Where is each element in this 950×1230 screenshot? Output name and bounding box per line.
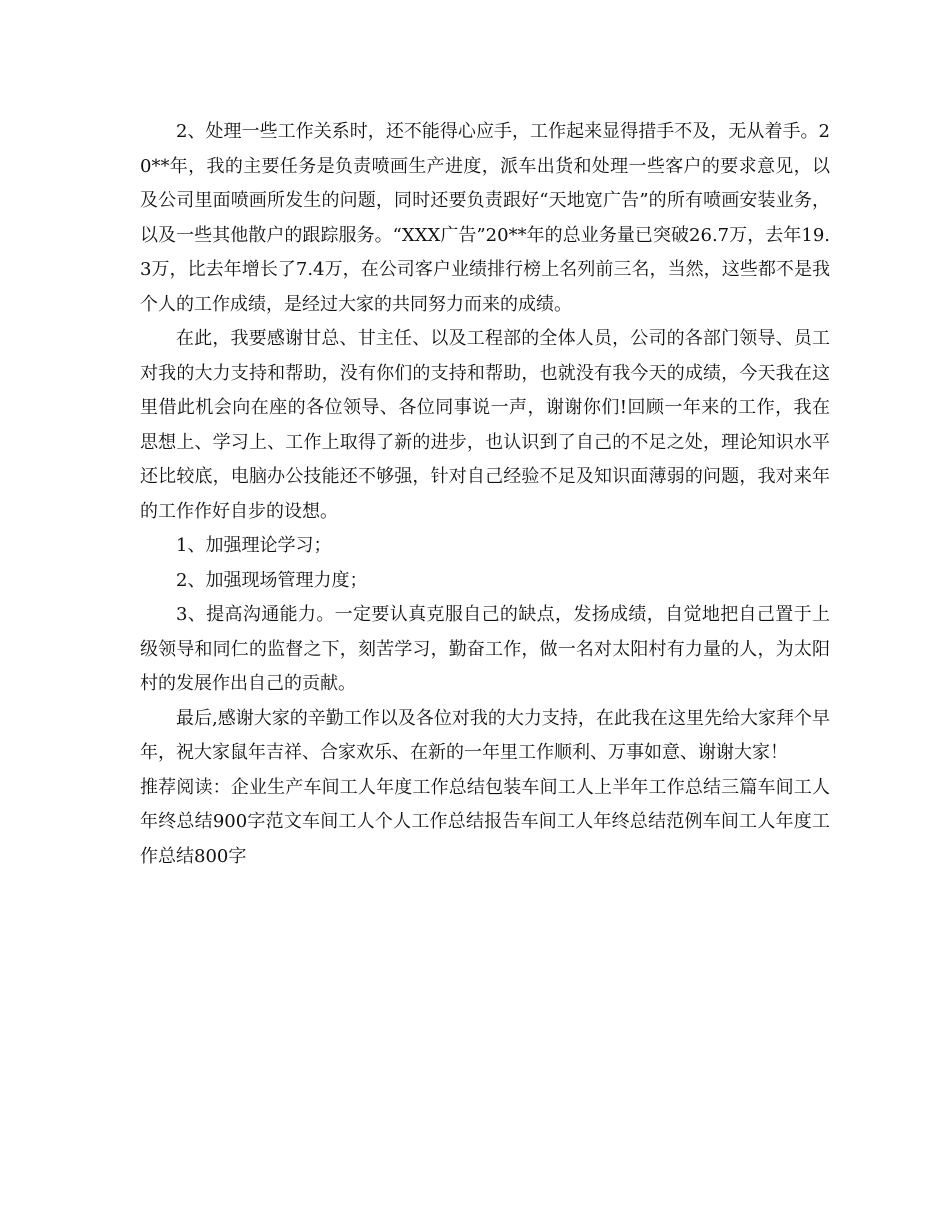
- paragraph-work-relations: 2、处理一些工作关系时，还不能得心应手，工作起来显得措手不及，无从着手。20**年，我的主要任务是负责喷画生产进度，派车出货和处理一些客户的要求意见，以及公司里面喷画所发生的问题，同时还要负责跟好“天地宽广告”的所有喷画安装业务，以及一些其他散户的跟踪服务。“XXX广告”20**年的总业务量已突破26.7万，去年19.3万，比去年增长了7.4万，在公司客户业绩排行榜上名列前三名，当然，这些都不是我个人的工作成绩，是经过大家的共同努力而来的成绩。: [140, 121, 830, 315]
- list-item-communication: 3、提高沟通能力。一定要认真克服自己的缺点，发扬成绩，自觉地把自己置于上级领导和同仁的监督之下，刻苦学习，勤奋工作，做一名对太阳村有力量的人，为太阳村的发展作出自己的贡献。: [140, 604, 830, 694]
- paragraph-closing-greetings: 最后,感谢大家的辛勤工作以及各位对我的大力支持，在此我在这里先给大家拜个早年，祝大家鼠年吉祥、合家欢乐、在新的一年里工作顺利、万事如意、谢谢大家！: [140, 707, 830, 763]
- list-item-theory-study: 1、加强理论学习；: [176, 535, 332, 556]
- recommended-reading: 推荐阅读：企业生产车间工人年度工作总结包装车间工人上半年工作总结三篇车间工人年终总结900字范文车间工人个人工作总结报告车间工人年终总结范例车间工人年度工作总结800字: [140, 776, 830, 867]
- document-body: [140, 115, 830, 874]
- list-item-site-management: 2、加强现场管理力度；: [176, 569, 368, 591]
- paragraph-thanks-review: 在此，我要感谢甘总、甘主任、以及工程部的全体人员，公司的各部门领导、员工对我的大力支持和帮助，没有你们的支持和帮助，也就没有我今天的成绩，今天我在这里借此机会向在座的各位领导、各位同事说一声，谢谢你们!回顾一年来的工作，我在思想上、学习上、工作上取得了新的进步，也认识到了自己的不足之处，理论知识水平还比较底，电脑办公技能还不够强，针对自己经验不足及知识面薄弱的问题，我对来年的工作作好自步的设想。: [140, 328, 830, 522]
